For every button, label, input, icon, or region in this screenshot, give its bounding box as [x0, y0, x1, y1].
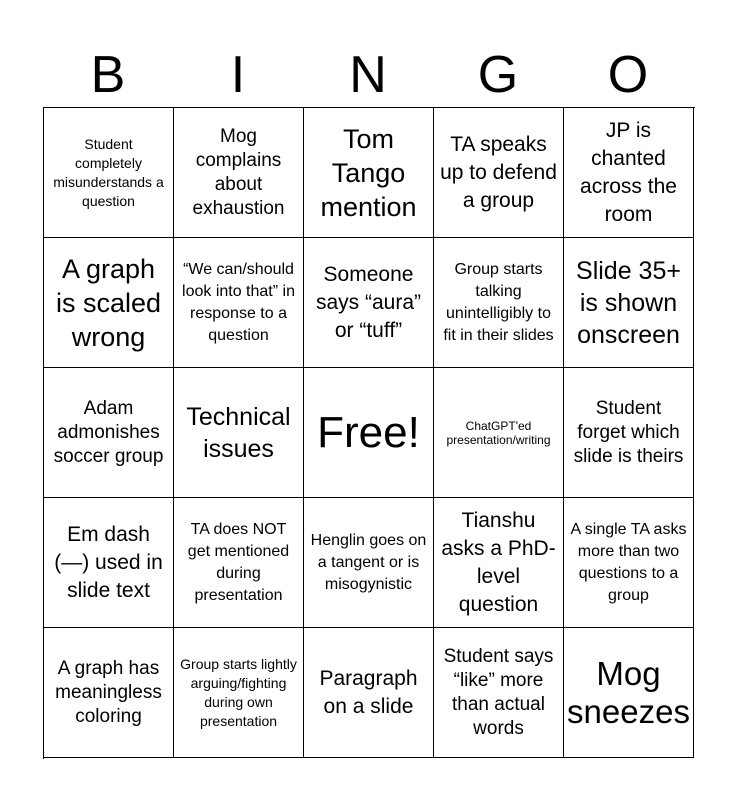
bingo-cell-r1-c1 [44, 108, 174, 238]
bingo-cell-r4-c3 [304, 498, 434, 628]
cell-text: Student completely misunderstands a question [53, 135, 164, 209]
cell-text: Group starts lightly arguing/fighting during own presentation [180, 655, 297, 729]
bingo-cell-r2-c2 [174, 238, 304, 368]
bingo-cell-r2-c3 [304, 238, 434, 368]
bingo-cell-r5-c3 [304, 628, 434, 758]
bingo-cell-r4-c4 [434, 498, 564, 628]
free-space-text: Free! [317, 407, 420, 457]
cell-text: Technical issues [186, 402, 291, 463]
bingo-cell-r4-c1 [44, 498, 174, 628]
bingo-cell-r2-c5 [564, 238, 694, 368]
cell-text: “We can/should look into that” in response to a question [182, 260, 295, 344]
bingo-cell-free [304, 368, 434, 498]
bingo-cell-r5-c5 [564, 628, 694, 758]
cell-text: Adam admonishes soccer group [53, 397, 164, 467]
bingo-header [43, 44, 693, 106]
bingo-cell-r4-c5 [564, 498, 694, 628]
bingo-cell-r3-c4 [434, 368, 564, 498]
header-letter-g: G [477, 46, 519, 104]
cell-text: Mog sneezes [567, 654, 690, 730]
bingo-cell-r5-c2 [174, 628, 304, 758]
bingo-cell-r3-c2 [174, 368, 304, 498]
cell-text: Group starts talking unintelligibly to fit in their slides [443, 260, 554, 344]
bingo-cell-r1-c4 [434, 108, 564, 238]
header-letter-b: B [90, 46, 126, 104]
bingo-cell-r2-c4 [434, 238, 564, 368]
header-letter-o: O [607, 46, 649, 104]
header-letter-i: I [230, 46, 246, 104]
cell-text: Student says “like” more than actual words [443, 645, 554, 739]
cell-text: JP is chanted across the room [580, 118, 677, 226]
cell-text: Mog complains about exhaustion [192, 125, 285, 219]
bingo-cell-r5-c4 [434, 628, 564, 758]
bingo-cell-r2-c1 [44, 238, 174, 368]
cell-text: Paragraph on a slide [319, 666, 418, 718]
bingo-cell-r1-c3 [304, 108, 434, 238]
cell-text: A single TA asks more than two questions to a group [570, 520, 687, 604]
bingo-cell-r3-c5 [564, 368, 694, 498]
cell-text: Student forget which slide is theirs [573, 397, 684, 467]
cell-text: Tom Tango mention [320, 123, 417, 222]
cell-text: Slide 35+ is shown onscreen [576, 256, 681, 349]
header-letter-n: N [349, 46, 387, 104]
cell-text: A graph is scaled wrong [55, 253, 162, 352]
cell-text: Henglin goes on a tangent or is misogynistic [310, 531, 427, 593]
cell-text: Em dash (—) used in slide text [54, 522, 163, 602]
cell-text: TA speaks up to defend a group [440, 132, 557, 212]
cell-text: Someone says “aura” or “tuff” [315, 262, 422, 342]
bingo-cell-r3-c1 [44, 368, 174, 498]
cell-text: ChatGPT'ed presentation/writing [446, 418, 551, 447]
bingo-grid [43, 107, 695, 759]
bingo-cell-r1-c5 [564, 108, 694, 238]
bingo-cell-r4-c2 [174, 498, 304, 628]
cell-text: TA does NOT get mentioned during presentation [187, 520, 290, 604]
bingo-cell-r5-c1 [44, 628, 174, 758]
cell-text: Tianshu asks a PhD-level question [441, 508, 556, 616]
cell-text: A graph has meaningless coloring [55, 657, 162, 727]
bingo-cell-r1-c2 [174, 108, 304, 238]
